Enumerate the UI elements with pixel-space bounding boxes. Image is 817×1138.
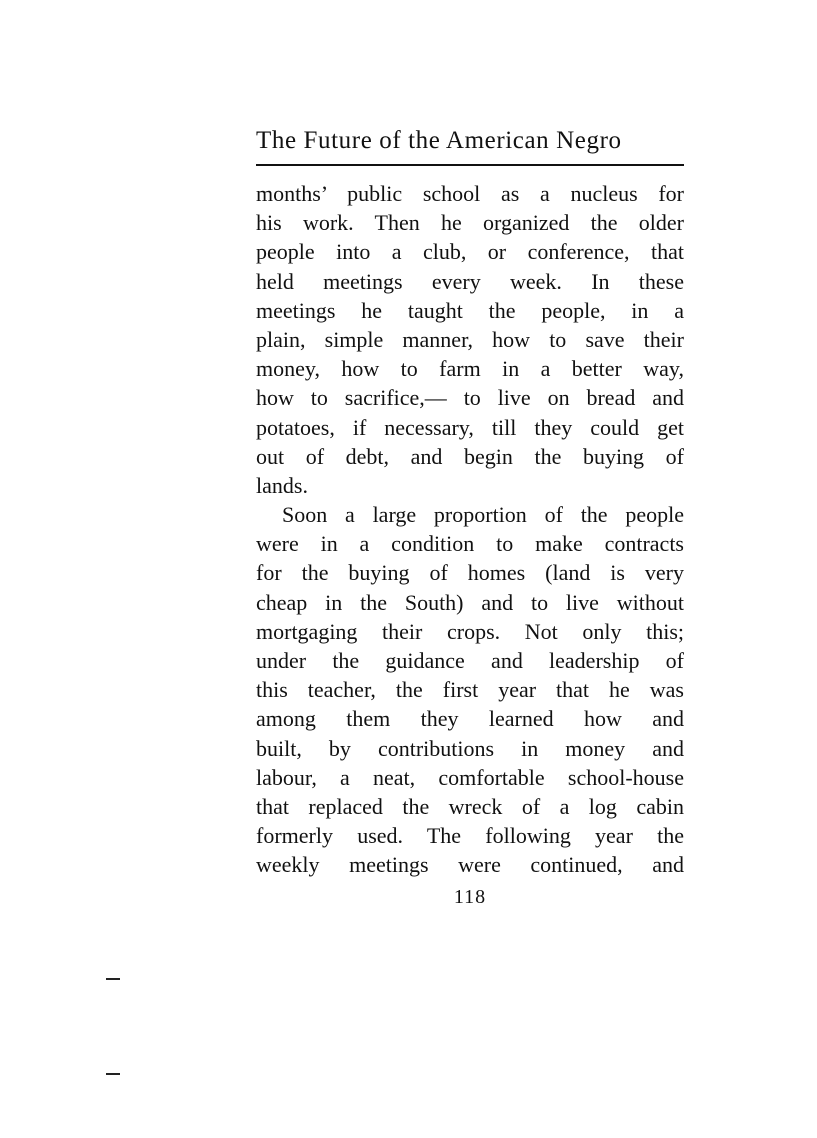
text-line: his work. Then he organized the older: [256, 210, 684, 236]
text-line: this teacher, the first year that he was: [256, 677, 684, 703]
margin-mark: [106, 978, 120, 980]
text-line: lands.: [256, 472, 308, 498]
page-number: 118: [453, 886, 487, 908]
text-line: under the guidance and leadership of: [256, 648, 684, 673]
text-line: out of debt, and begin the buying of: [256, 443, 684, 469]
text-line: plain, simple manner, how to save their: [256, 326, 684, 352]
paragraph-first-line: Soon a large proportion of the people: [282, 502, 684, 528]
text-line: that replaced the wreck of a log cabin: [256, 793, 684, 819]
text-line: weekly meetings were continued, and: [256, 852, 684, 878]
text-line: cheap in the South) and to live without: [256, 589, 684, 615]
text-line: mortgaging their crops. Not only this;: [256, 618, 684, 644]
text-line: among them they learned how and: [256, 706, 684, 732]
text-line: formerly used. The following year the: [256, 823, 684, 849]
text-line: money, how to farm in a better way,: [256, 356, 684, 382]
text-line: how to sacrifice,— to live on bread and: [256, 385, 684, 411]
text-line: people into a club, or conference, that: [256, 239, 684, 265]
running-head: The Future of the American Negro: [256, 127, 622, 154]
text-line: built, by contributions in money and: [256, 735, 684, 761]
text-line: for the buying of homes (land is very: [256, 560, 684, 586]
text-line: labour, a neat, comfortable school-house: [256, 764, 684, 790]
text-line: meetings he taught the people, in a: [256, 297, 684, 323]
text-line: held meetings every week. In these: [256, 268, 684, 294]
text-line: were in a condition to make contracts: [256, 531, 684, 557]
margin-mark: [106, 1073, 120, 1075]
header-rule: [256, 164, 684, 166]
text-line: potatoes, if necessary, till they could get: [256, 414, 684, 440]
text-line: months’ public school as a nucleus for: [256, 181, 684, 206]
body-text: [256, 179, 684, 880]
